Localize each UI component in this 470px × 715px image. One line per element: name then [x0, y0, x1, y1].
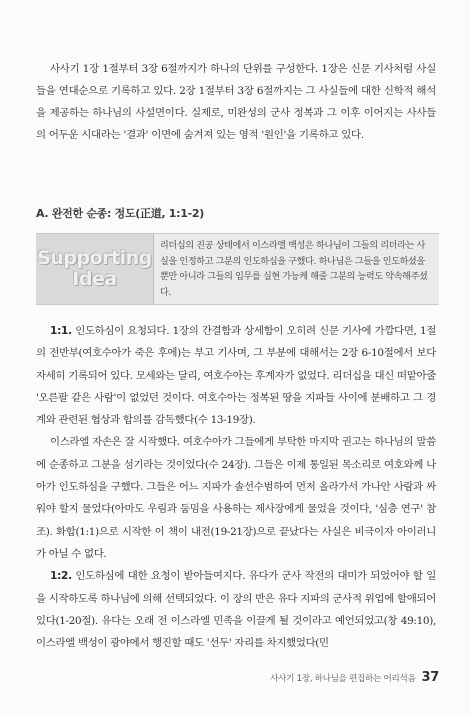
supporting-idea-label-line1: Supporting [37, 247, 152, 269]
body-text [36, 320, 436, 654]
page-number: 37 [421, 670, 439, 685]
supporting-idea-label-line2: Idea [72, 268, 117, 290]
verse-reference: 1:2. [50, 570, 72, 583]
paragraph-verse-1-2 [36, 565, 436, 654]
paragraph-verse-1-1 [36, 320, 436, 431]
paragraph-text: 인도하심에 대한 요청이 받아들여지다. 유다가 군사 작전의 대미가 되었어야 할 일을 시작하도록 하나님에 의해 선택되었다. 이 장의 반은 유다 지파의 군사적 위업에 할애되어 있다(1-20절). 유다는 오래 전 이스라엘 민족을 이끌게 될 것이라고 예언되었고(창 49:10), 이스라엘 백성이 광야에서 행진할 때도 '선두' 자리를 차지했었다(민 [36, 570, 436, 650]
supporting-idea-label [36, 234, 154, 304]
paragraph-continuation [36, 431, 436, 565]
supporting-idea-text: 리더십의 진공 상태에서 이스라엘 백성은 하나님이 그들의 리더라는 사실을 인정하고 그분의 인도하심을 구했다. 하나님은 그들을 인도하셨을 뿐만 아니라 그들의 임무를 실현 가능케 해줄 그분의 능력도 약속해주셨다. [154, 234, 439, 304]
paragraph-text: 이스라엘 자손은 잘 시작했다. 여호수아가 그들에게 부탁한 마지막 권고는 하나님의 말씀에 순종하고 그분을 섬기라는 것이었다(수 24장). 그들은 이제 통일된 목소리로 여호와께 나아가 인도하심을 구했다. 그들은 어느 지파가 솔선수범하여 먼저 올라가서 가나안 사람과 싸워야 할지 물었다(아마도 우림과 둠밈을 사용하는 제사장에게 물었을 것이다, '심층 연구' 참조). 화합(1:1)으로 시작한 이 책이 내전(19-21장)으로 끝났다는 사실은 비극이자 아이러니가 아닐 수 없다. [36, 436, 436, 560]
page-footer [270, 670, 439, 685]
running-title: 사사기 1장, 하나님을 편집하는 어리석음 [270, 674, 416, 684]
intro-paragraph: 사사기 1장 1절부터 3장 6절까지가 하나의 단위를 구성한다. 1장은 신문 기사처럼 사실들을 연대순으로 기록하고 있다. 2장 1절부터 3장 6절까지는 그 사실들에 대한 신학적 해석을 제공하는 하나님의 사설면이다. 실제로, 미완성의 군사 정복과 그 이후 이어지는 사사들의 어두운 시대라는 '결과' 이면에 숨겨져 있는 영적 '원인'을 기록하고 있다. [36, 63, 436, 141]
supporting-idea-box [36, 233, 439, 305]
section-title: A. 완전한 순종: 정도(正道, 1:1-2) [36, 207, 204, 220]
paragraph-text: 인도하심이 요청되다. 1장의 간결함과 상세함이 오히려 신문 기사에 가깝다면, 1절의 전반부(여호수아가 죽은 후에)는 부고 기사며, 그 부분에 대해서는 2장 6-10절에서 보다 자세히 기록되어 있다. 모세와는 달리, 여호수아는 후계자가 없었다. 리더십을 대신 떠맡아줄 '오른팔 같은 사람'이 없었던 것이다. 여호수아는 정복된 땅을 지파들 사이에 분배하고 그 경계와 관련된 협상과 합의를 감독했다(수 13-19장). [36, 325, 436, 427]
verse-reference: 1:1. [50, 325, 72, 337]
